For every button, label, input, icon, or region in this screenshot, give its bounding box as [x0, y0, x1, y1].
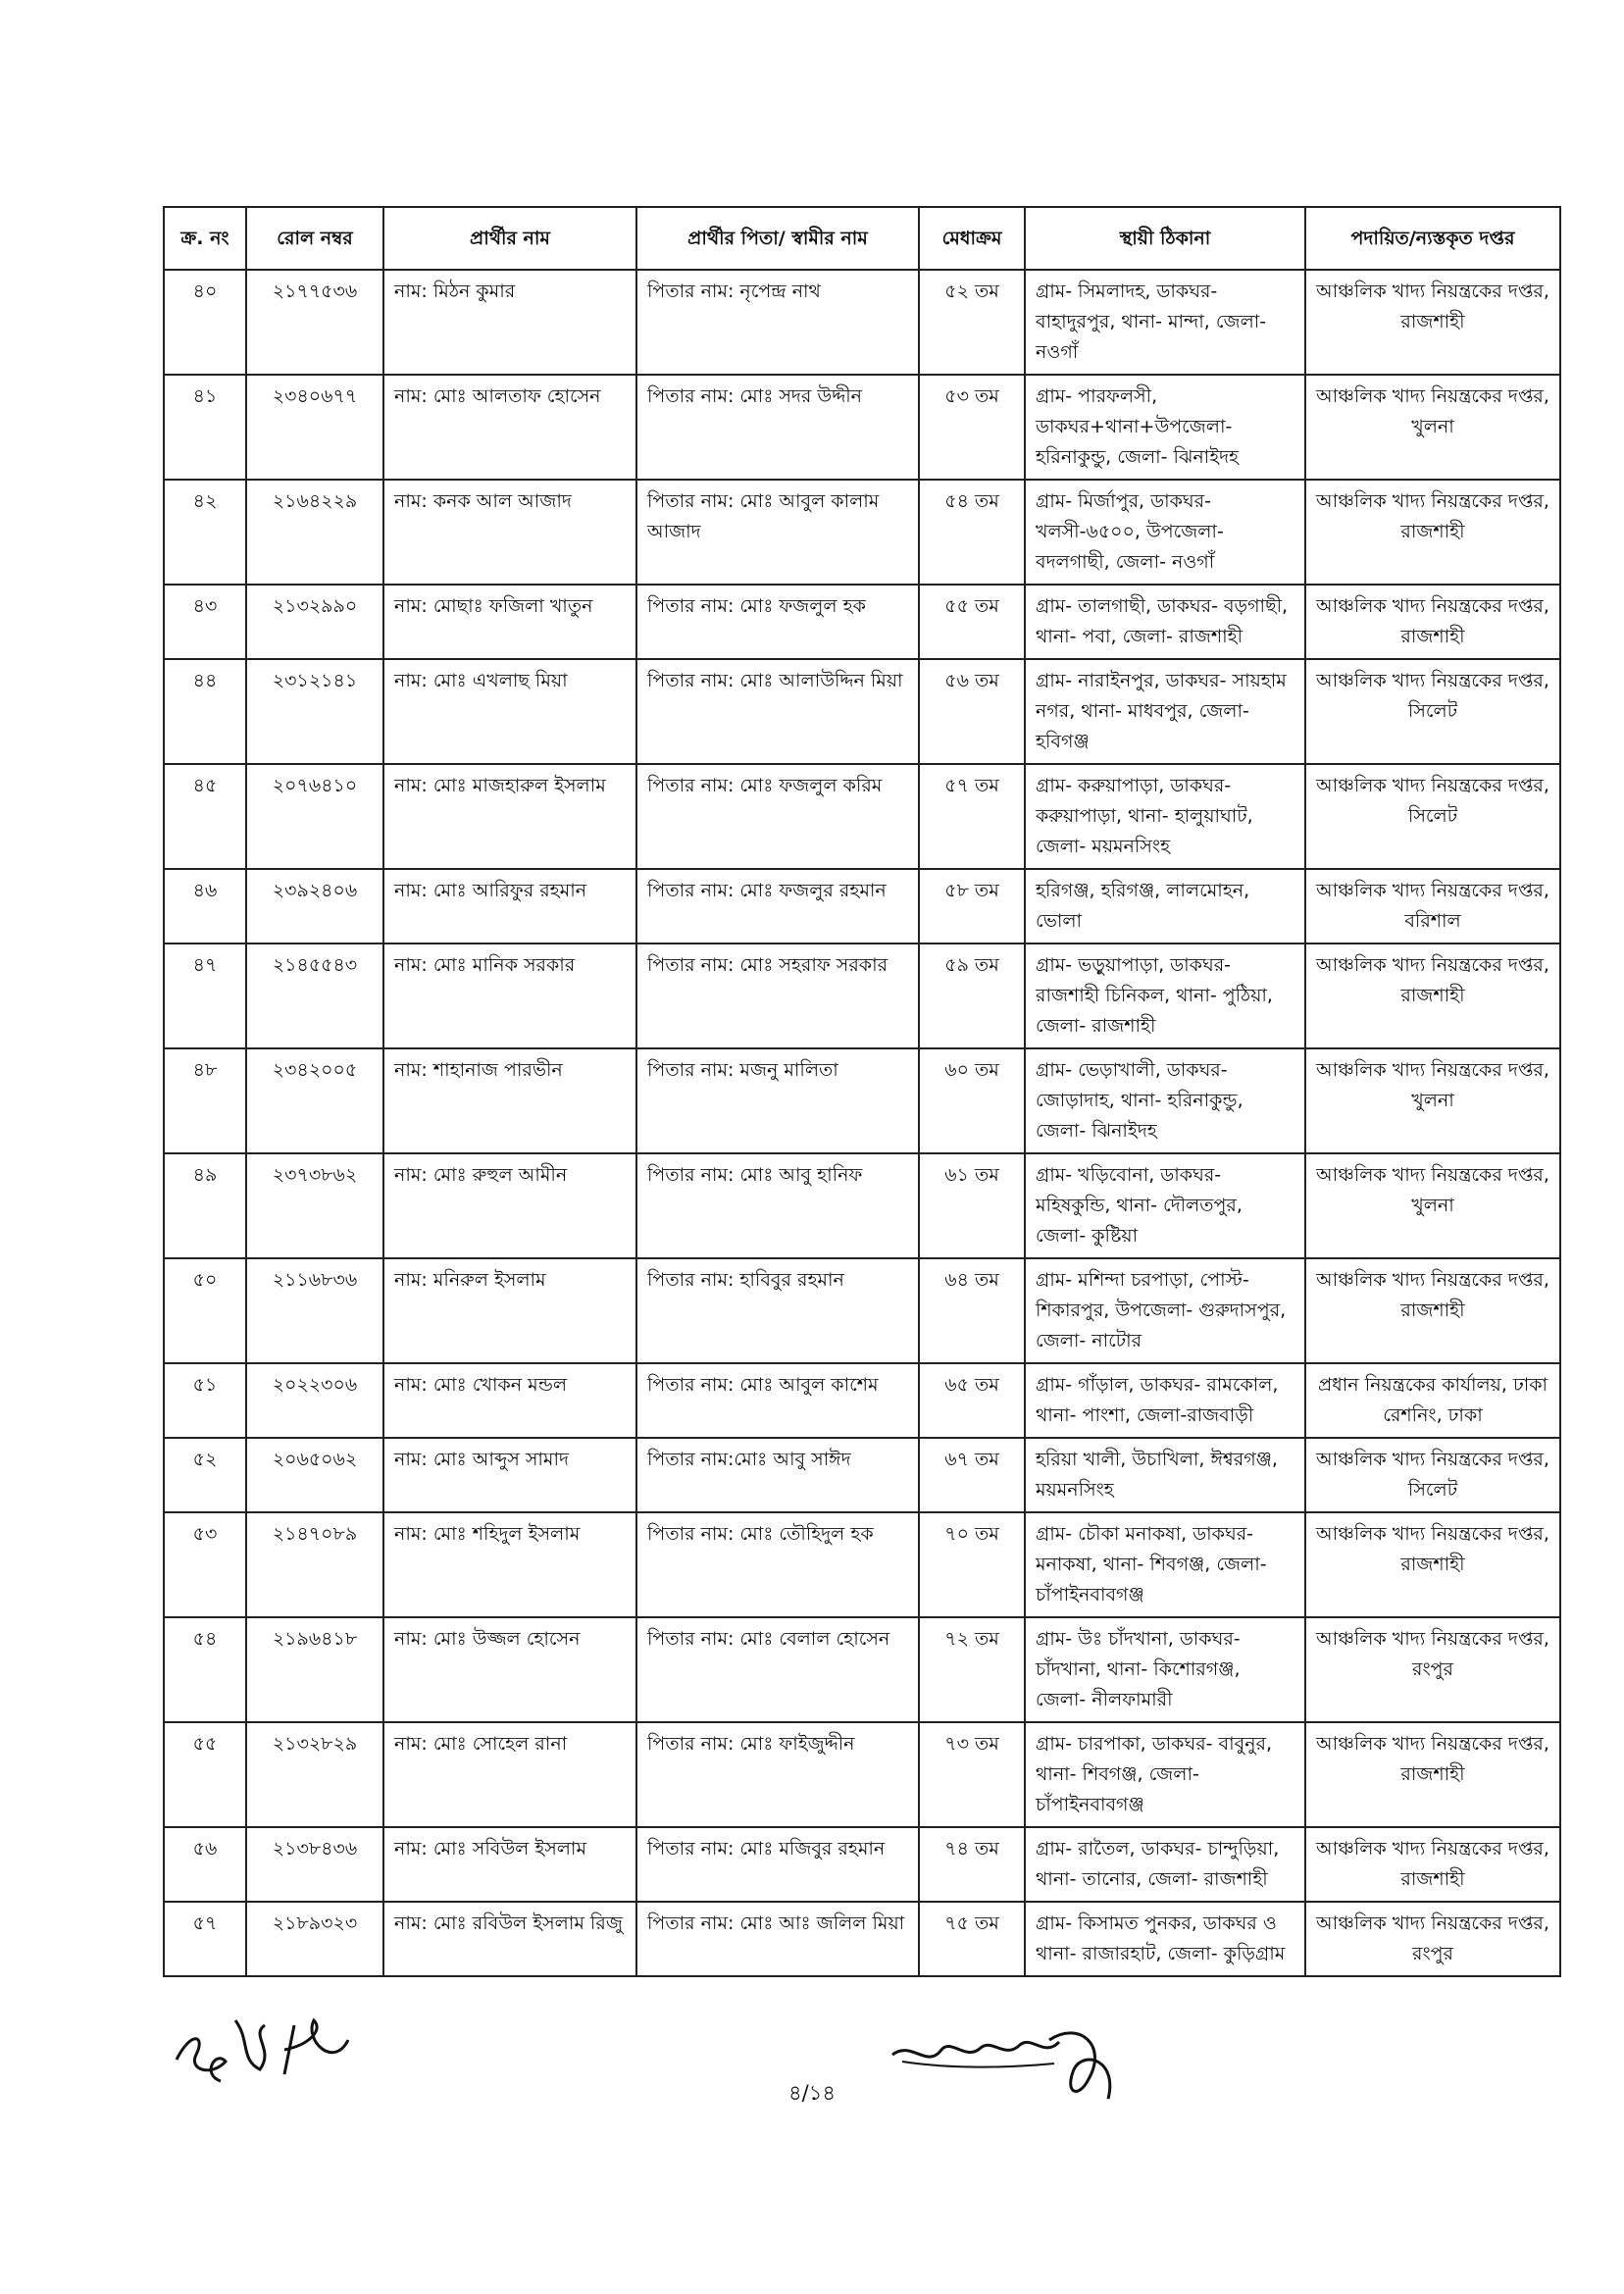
office-cell: আঞ্চলিক খাদ্য নিয়ন্ত্রকের দপ্তর, রাজশাহী: [1305, 1512, 1560, 1617]
table-row: [164, 1258, 1560, 1363]
office-cell: আঞ্চলিক খাদ্য নিয়ন্ত্রকের দপ্তর, সিলেট: [1305, 1438, 1560, 1512]
name-cell: নাম: মোঃ মাজহারুল ইসলাম: [383, 764, 636, 869]
address-cell: গ্রাম- নারাইনপুর, ডাকঘর- সায়হাম নগর, থানা- মাধবপুর, জেলা- হবিগঞ্জ: [1025, 659, 1305, 764]
serial-cell: ৪১: [164, 375, 246, 480]
serial-cell: ৫১: [164, 1363, 246, 1438]
header-address: স্থায়ী ঠিকানা: [1025, 207, 1305, 270]
roll-cell: ২১৭৭৫৩৬: [246, 270, 383, 375]
serial-cell: ৫৭: [164, 1902, 246, 1976]
table-header-row: [164, 207, 1560, 270]
merit-cell: ৫৫ তম: [919, 585, 1025, 659]
office-cell: আঞ্চলিক খাদ্য নিয়ন্ত্রকের দপ্তর, রাজশাহী: [1305, 270, 1560, 375]
merit-cell: ৫৭ তম: [919, 764, 1025, 869]
father-name-cell: পিতার নাম: মোঃ বেলাল হোসেন: [636, 1617, 919, 1722]
father-name-cell: পিতার নাম: মোঃ ফজলুর রহমান: [636, 869, 919, 943]
father-name-cell: পিতার নাম: মোঃ আবুল কাশেম: [636, 1363, 919, 1438]
name-cell: নাম: মোঃ রবিউল ইসলাম রিজু: [383, 1902, 636, 1976]
father-name-cell: পিতার নাম: নৃপেন্দ্র নাথ: [636, 270, 919, 375]
merit-cell: ৫২ তম: [919, 270, 1025, 375]
merit-cell: ৫৬ তম: [919, 659, 1025, 764]
table-row: [164, 1363, 1560, 1438]
table-row: [164, 585, 1560, 659]
father-name-cell: পিতার নাম: মোঃ ফজলুল করিম: [636, 764, 919, 869]
table-row: [164, 1722, 1560, 1827]
name-cell: নাম: শাহানাজ পারভীন: [383, 1048, 636, 1153]
serial-cell: ৪৫: [164, 764, 246, 869]
address-cell: গ্রাম- রাতৈল, ডাকঘর- চান্দুড়িয়া, থানা- তানোর, জেলা- রাজশাহী: [1025, 1827, 1305, 1902]
office-cell: আঞ্চলিক খাদ্য নিয়ন্ত্রকের দপ্তর, খুলনা: [1305, 375, 1560, 480]
header-merit: মেধাক্রম: [919, 207, 1025, 270]
merit-cell: ৭০ তম: [919, 1512, 1025, 1617]
address-cell: গ্রাম- ভড়ুয়াপাড়া, ডাকঘর- রাজশাহী চিনিকল, থানা- পুঠিয়া, জেলা- রাজশাহী: [1025, 943, 1305, 1048]
merit-cell: ৭৪ তম: [919, 1827, 1025, 1902]
roll-cell: ২১৬৪২২৯: [246, 480, 383, 585]
office-cell: আঞ্চলিক খাদ্য নিয়ন্ত্রকের দপ্তর, রাজশাহী: [1305, 943, 1560, 1048]
father-name-cell: পিতার নাম: মোঃ আঃ জলিল মিয়া: [636, 1902, 919, 1976]
merit-cell: ৬০ তম: [919, 1048, 1025, 1153]
serial-cell: ৪৪: [164, 659, 246, 764]
serial-cell: ৫২: [164, 1438, 246, 1512]
address-cell: গ্রাম- করুয়াপাড়া, ডাকঘর- করুয়াপাড়া, থানা- হালুয়াঘাট, জেলা- ময়মনসিংহ: [1025, 764, 1305, 869]
name-cell: নাম: মোঃ খোকন মন্ডল: [383, 1363, 636, 1438]
table-row: [164, 869, 1560, 943]
address-cell: হরিয়া খালী, উচাখিলা, ঈশ্বরগঞ্জ, ময়মনসিংহ: [1025, 1438, 1305, 1512]
name-cell: নাম: মনিরুল ইসলাম: [383, 1258, 636, 1363]
name-cell: নাম: মোঃ আরিফুর রহমান: [383, 869, 636, 943]
father-name-cell: পিতার নাম:মোঃ আবু সাঈদ: [636, 1438, 919, 1512]
merit-cell: ৭৫ তম: [919, 1902, 1025, 1976]
serial-cell: ৫৪: [164, 1617, 246, 1722]
table-row: [164, 659, 1560, 764]
roll-cell: ২৩৭৩৮৬২: [246, 1153, 383, 1258]
table-row: [164, 1827, 1560, 1902]
table-row: [164, 1512, 1560, 1617]
serial-cell: ৪৭: [164, 943, 246, 1048]
address-cell: গ্রাম- পারফলসী, ডাকঘর+থানা+উপজেলা- হরিনাকুন্ডু, জেলা- ঝিনাইদহ: [1025, 375, 1305, 480]
table-row: [164, 1617, 1560, 1722]
serial-cell: ৫৫: [164, 1722, 246, 1827]
serial-cell: ৫৬: [164, 1827, 246, 1902]
merit-cell: ৬১ তম: [919, 1153, 1025, 1258]
father-name-cell: পিতার নাম: হাবিবুর রহমান: [636, 1258, 919, 1363]
office-cell: আঞ্চলিক খাদ্য নিয়ন্ত্রকের দপ্তর, রাজশাহী: [1305, 480, 1560, 585]
serial-cell: ৪৯: [164, 1153, 246, 1258]
candidate-table: [163, 206, 1561, 1977]
serial-cell: ৪০: [164, 270, 246, 375]
table-row: [164, 764, 1560, 869]
name-cell: নাম: মোঃ মানিক সরকার: [383, 943, 636, 1048]
roll-cell: ২১৪৭০৮৯: [246, 1512, 383, 1617]
office-cell: প্রধান নিয়ন্ত্রকের কার্যালয়, ঢাকা রেশনিং, ঢাকা: [1305, 1363, 1560, 1438]
father-name-cell: পিতার নাম: মোঃ ফজলুল হক: [636, 585, 919, 659]
office-cell: আঞ্চলিক খাদ্য নিয়ন্ত্রকের দপ্তর, সিলেট: [1305, 764, 1560, 869]
office-cell: আঞ্চলিক খাদ্য নিয়ন্ত্রকের দপ্তর, রাজশাহী: [1305, 585, 1560, 659]
address-cell: গ্রাম- সিমলাদহ, ডাকঘর- বাহাদুরপুর, থানা- মান্দা, জেলা- নওগাঁ: [1025, 270, 1305, 375]
address-cell: গ্রাম- ভেড়াখালী, ডাকঘর- জোড়াদাহ, থানা- হরিনাকুন্ডু, জেলা- ঝিনাইদহ: [1025, 1048, 1305, 1153]
father-name-cell: পিতার নাম: মজনু মালিতা: [636, 1048, 919, 1153]
father-name-cell: পিতার নাম: মোঃ আবুল কালাম আজাদ: [636, 480, 919, 585]
address-cell: গ্রাম- চারপাকা, ডাকঘর- বাবুনুর, থানা- শিবগঞ্জ, জেলা- চাঁপাইনবাবগঞ্জ: [1025, 1722, 1305, 1827]
name-cell: নাম: মোঃ আব্দুস সামাদ: [383, 1438, 636, 1512]
header-father: প্রার্থীর পিতা/ স্বামীর নাম: [636, 207, 919, 270]
roll-cell: ২৩১২১৪১: [246, 659, 383, 764]
address-cell: গ্রাম- মির্জাপুর, ডাকঘর- খলসী-৬৫০০, উপজেলা- বদলগাছী, জেলা- নওগাঁ: [1025, 480, 1305, 585]
header-serial: ক্র. নং: [164, 207, 246, 270]
merit-cell: ৫৩ তম: [919, 375, 1025, 480]
roll-cell: ২১৩২৯৯০: [246, 585, 383, 659]
merit-cell: ৫৯ তম: [919, 943, 1025, 1048]
name-cell: নাম: মোছাঃ ফজিলা খাতুন: [383, 585, 636, 659]
serial-cell: ৫৩: [164, 1512, 246, 1617]
header-roll: রোল নম্বর: [246, 207, 383, 270]
roll-cell: ২৩৪০৬৭৭: [246, 375, 383, 480]
merit-cell: ৬৪ তম: [919, 1258, 1025, 1363]
address-cell: হরিগঞ্জ, হরিগঞ্জ, লালমোহন, ভোলা: [1025, 869, 1305, 943]
table-row: [164, 1153, 1560, 1258]
office-cell: আঞ্চলিক খাদ্য নিয়ন্ত্রকের দপ্তর, রাজশাহী: [1305, 1827, 1560, 1902]
merit-cell: ৭২ তম: [919, 1617, 1025, 1722]
father-name-cell: পিতার নাম: মোঃ সদর উদ্দীন: [636, 375, 919, 480]
merit-cell: ৭৩ তম: [919, 1722, 1025, 1827]
father-name-cell: পিতার নাম: মোঃ সহরাফ সরকার: [636, 943, 919, 1048]
serial-cell: ৫০: [164, 1258, 246, 1363]
roll-cell: ২১১৬৮৩৬: [246, 1258, 383, 1363]
name-cell: নাম: মোঃ উজ্জল হোসেন: [383, 1617, 636, 1722]
table-row: [164, 375, 1560, 480]
office-cell: আঞ্চলিক খাদ্য নিয়ন্ত্রকের দপ্তর, রাজশাহী: [1305, 1722, 1560, 1827]
serial-cell: ৪৬: [164, 869, 246, 943]
serial-cell: ৪২: [164, 480, 246, 585]
roll-cell: ২০৬৫০৬২: [246, 1438, 383, 1512]
roll-cell: ২১৮৯৩২৩: [246, 1902, 383, 1976]
roll-cell: ২১৯৬৪১৮: [246, 1617, 383, 1722]
roll-cell: ২১৩২৮২৯: [246, 1722, 383, 1827]
roll-cell: ২৩৯২৪০৬: [246, 869, 383, 943]
roll-cell: ২০২২৩০৬: [246, 1363, 383, 1438]
table-row: [164, 1902, 1560, 1976]
father-name-cell: পিতার নাম: মোঃ তৌহিদুল হক: [636, 1512, 919, 1617]
office-cell: আঞ্চলিক খাদ্য নিয়ন্ত্রকের দপ্তর, রংপুর: [1305, 1617, 1560, 1722]
roll-cell: ২১৩৮৪৩৬: [246, 1827, 383, 1902]
address-cell: গ্রাম- গাঁড়াল, ডাকঘর- রামকোল, থানা- পাংশা, জেলা-রাজবাড়ী: [1025, 1363, 1305, 1438]
name-cell: নাম: কনক আল আজাদ: [383, 480, 636, 585]
header-name: প্রার্থীর নাম: [383, 207, 636, 270]
office-cell: আঞ্চলিক খাদ্য নিয়ন্ত্রকের দপ্তর, খুলনা: [1305, 1153, 1560, 1258]
office-cell: আঞ্চলিক খাদ্য নিয়ন্ত্রকের দপ্তর, রাজশাহী: [1305, 1258, 1560, 1363]
father-name-cell: পিতার নাম: মোঃ মজিবুর রহমান: [636, 1827, 919, 1902]
father-name-cell: পিতার নাম: মোঃ ফাইজুদ্দীন: [636, 1722, 919, 1827]
address-cell: গ্রাম- চৌকা মনাকষা, ডাকঘর-মনাকষা, থানা- শিবগঞ্জ, জেলা- চাঁপাইনবাবগঞ্জ: [1025, 1512, 1305, 1617]
merit-cell: ৫৮ তম: [919, 869, 1025, 943]
name-cell: নাম: মোঃ এখলাছ মিয়া: [383, 659, 636, 764]
table-row: [164, 943, 1560, 1048]
name-cell: নাম: মোঃ রুহুল আমীন: [383, 1153, 636, 1258]
name-cell: নাম: মোঃ শহিদুল ইসলাম: [383, 1512, 636, 1617]
roll-cell: ২৩৪২০০৫: [246, 1048, 383, 1153]
table-row: [164, 1438, 1560, 1512]
office-cell: আঞ্চলিক খাদ্য নিয়ন্ত্রকের দপ্তর, সিলেট: [1305, 659, 1560, 764]
page-number: ৪/১৪: [788, 2081, 836, 2105]
serial-cell: ৪৮: [164, 1048, 246, 1153]
initials-signature: [167, 2001, 402, 2089]
address-cell: গ্রাম- উঃ চাঁদখানা, ডাকঘর- চাঁদখানা, থানা- কিশোরগঞ্জ, জেলা- নীলফামারী: [1025, 1617, 1305, 1722]
office-cell: আঞ্চলিক খাদ্য নিয়ন্ত্রকের দপ্তর, খুলনা: [1305, 1048, 1560, 1153]
merit-cell: ৬৫ তম: [919, 1363, 1025, 1438]
address-cell: গ্রাম- খড়িবোনা, ডাকঘর- মহিষকুন্ডি, থানা- দৌলতপুর, জেলা- কুষ্টিয়া: [1025, 1153, 1305, 1258]
roll-cell: ২১৪৫৫৪৩: [246, 943, 383, 1048]
father-name-cell: পিতার নাম: মোঃ আবু হানিফ: [636, 1153, 919, 1258]
father-name-cell: পিতার নাম: মোঃ আলাউদ্দিন মিয়া: [636, 659, 919, 764]
name-cell: নাম: মোঃ সবিউল ইসলাম: [383, 1827, 636, 1902]
office-cell: আঞ্চলিক খাদ্য নিয়ন্ত্রকের দপ্তর, বরিশাল: [1305, 869, 1560, 943]
table-row: [164, 1048, 1560, 1153]
name-cell: নাম: মিঠন কুমার: [383, 270, 636, 375]
name-cell: নাম: মোঃ সোহেল রানা: [383, 1722, 636, 1827]
merit-cell: ৫৪ তম: [919, 480, 1025, 585]
address-cell: গ্রাম- তালগাছী, ডাকঘর- বড়গাছী, থানা- পবা, জেলা- রাজশাহী: [1025, 585, 1305, 659]
table-row: [164, 270, 1560, 375]
name-cell: নাম: মোঃ আলতাফ হোসেন: [383, 375, 636, 480]
table-row: [164, 480, 1560, 585]
merit-cell: ৬৭ তম: [919, 1438, 1025, 1512]
address-cell: গ্রাম- মশিন্দা চরপাড়া, পোস্ট- শিকারপুর, উপজেলা- গুরুদাসপুর, জেলা- নাটোর: [1025, 1258, 1305, 1363]
roll-cell: ২০৭৬৪১০: [246, 764, 383, 869]
address-cell: গ্রাম- কিসামত পুনকর, ডাকঘর ও থানা- রাজারহাট, জেলা- কুড়িগ্রাম: [1025, 1902, 1305, 1976]
serial-cell: ৪৩: [164, 585, 246, 659]
header-office: পদায়িত/ন্যস্তকৃত দপ্তর: [1305, 207, 1560, 270]
office-cell: আঞ্চলিক খাদ্য নিয়ন্ত্রকের দপ্তর, রংপুর: [1305, 1902, 1560, 1976]
